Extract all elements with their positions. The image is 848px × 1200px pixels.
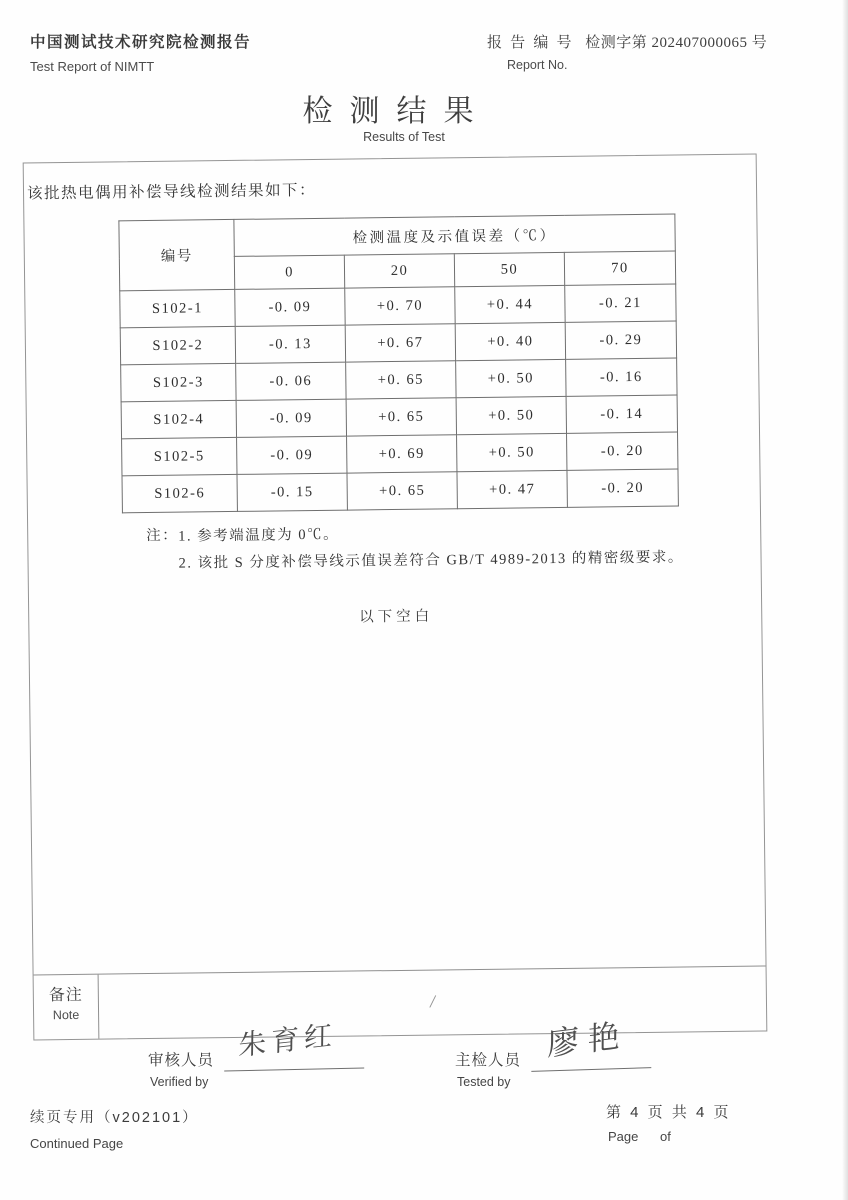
sample-id-cell: S102-6: [122, 474, 237, 512]
remark-label-cell: [34, 975, 100, 1040]
error-value-cell: +0. 50: [457, 433, 567, 471]
error-value-cell: -0. 09: [236, 399, 346, 437]
continued-page-label-cn: 续页专用（v202101）: [30, 1110, 199, 1126]
page-number-en: Page of: [608, 1129, 671, 1144]
error-value-cell: -0. 14: [566, 395, 677, 433]
blank-below-text: 以下空白: [359, 608, 434, 626]
error-value-cell: +0. 70: [345, 287, 455, 325]
error-value-cell: +0. 65: [346, 398, 456, 436]
error-value-cell: +0. 40: [455, 322, 565, 360]
error-value-cell: +0. 50: [456, 359, 566, 397]
org-title-en: Test Report of NIMTT: [30, 59, 155, 74]
note-item: 2. 该批 S 分度补偿导线示值误差符合 GB/T 4989-2013 的精密级要求。: [178, 549, 684, 572]
corner-header-cell: 编号: [119, 219, 235, 290]
footer-left-block: [30, 1106, 199, 1151]
tested-by-label-en: Tested by: [457, 1075, 511, 1089]
page-number-cn: 第 4 页 共 4 页: [606, 1104, 732, 1121]
error-value-cell: -0. 09: [235, 288, 345, 326]
error-value-cell: -0. 20: [567, 469, 678, 507]
report-no-label-en: Report No.: [507, 58, 568, 72]
temp-header-cell: 0: [234, 255, 344, 289]
tested-by-label-cn: 主检人员: [455, 1052, 522, 1069]
error-value-cell: +0. 65: [346, 361, 456, 399]
results-table-body: [119, 214, 679, 513]
tested-signature-line: [531, 1015, 652, 1072]
tested-signature-handwriting: 廖艳: [547, 1015, 629, 1064]
verified-signature-handwriting: 朱育红: [238, 1018, 338, 1063]
footer-page-number-block: [606, 1101, 731, 1144]
report-no-block: [487, 31, 767, 72]
notes-label: 注：: [146, 527, 179, 545]
error-value-cell: +0. 44: [455, 285, 565, 323]
temp-header-cell: 20: [344, 254, 454, 288]
verified-by-label-cn: 审核人员: [148, 1052, 215, 1069]
error-value-cell: -0. 21: [565, 284, 676, 322]
sample-id-cell: S102-1: [120, 289, 235, 327]
error-value-cell: +0. 50: [456, 396, 566, 434]
error-value-cell: -0. 15: [237, 473, 347, 511]
error-value-cell: -0. 13: [235, 325, 345, 363]
remark-label-en: Note: [52, 1007, 80, 1023]
error-value-cell: -0. 29: [565, 321, 676, 359]
table-row: [122, 469, 678, 513]
sample-id-cell: S102-4: [121, 400, 236, 438]
remark-row: [34, 966, 767, 1040]
content-frame: [23, 154, 768, 1041]
group-header-cell: 检测温度及示值误差（℃）: [234, 214, 675, 256]
remark-slash: /: [428, 991, 437, 1013]
error-value-cell: +0. 67: [345, 324, 455, 362]
scan-edge-shadow: [842, 0, 848, 1200]
notes-block: [146, 517, 684, 578]
sample-id-cell: S102-2: [120, 326, 235, 364]
header-org-block: [30, 30, 251, 74]
remark-label-cn: 备注: [48, 986, 83, 1005]
temp-header-cell: 50: [454, 252, 564, 286]
org-title-cn: 中国测试技术研究院检测报告: [30, 34, 252, 51]
verified-signature-line: [224, 1018, 364, 1072]
verified-by-block: [148, 1018, 364, 1089]
error-value-cell: -0. 20: [567, 432, 678, 470]
temp-header-cell: 70: [564, 251, 675, 285]
sample-id-cell: S102-3: [121, 363, 236, 401]
note-item: 1. 参考端温度为 0℃。: [178, 526, 340, 545]
error-value-cell: -0. 06: [236, 362, 346, 400]
page-title: 检测结果: [302, 95, 491, 128]
tested-by-block: [455, 1015, 651, 1089]
sample-id-cell: S102-5: [122, 437, 237, 475]
verified-by-label-en: Verified by: [150, 1075, 209, 1089]
error-value-cell: +0. 47: [457, 470, 567, 508]
report-no-label-cn: 报 告 编 号: [487, 34, 574, 51]
error-value-cell: -0. 16: [566, 358, 677, 396]
intro-text: 该批热电偶用补偿导线检测结果如下：: [26, 181, 317, 203]
error-value-cell: +0. 65: [347, 472, 457, 510]
page-subtitle: Results of Test: [363, 130, 445, 144]
continued-page-label-en: Continued Page: [30, 1136, 124, 1151]
report-no-value: 检测字第 202407000065 号: [585, 35, 768, 51]
error-value-cell: -0. 09: [237, 436, 347, 474]
results-table: [118, 214, 679, 514]
remark-content: [99, 967, 767, 1039]
error-value-cell: +0. 69: [347, 435, 457, 473]
